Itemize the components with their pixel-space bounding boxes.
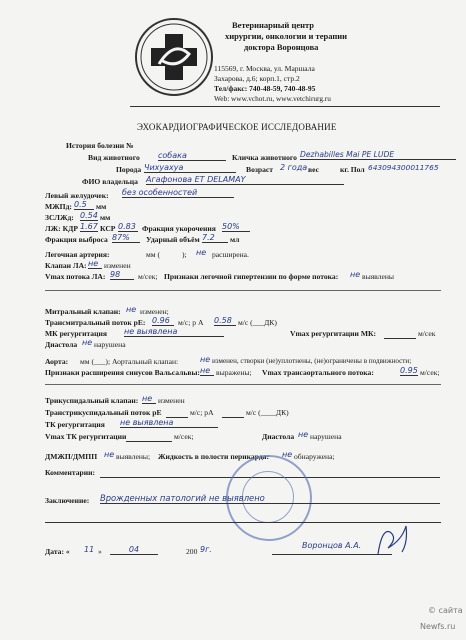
pericardium-rest: обнаружена; <box>294 452 335 461</box>
mitral-flow-mid: м/с; р А <box>178 318 204 327</box>
org-name-line1: Ветеринарный центр <box>232 20 315 30</box>
tricuspid-valve-value: не <box>142 394 156 404</box>
tricuspid-vmax-blank <box>126 441 172 442</box>
pa-mm: мм ( <box>146 250 161 259</box>
pa-valve-label: Клапан ЛА: <box>45 261 87 270</box>
mitral-flow-end: м/с (___ДК) <box>238 318 277 327</box>
date-year-prefix: 200 <box>186 547 198 556</box>
date-label: Дата: « <box>45 547 70 556</box>
zslzh-unit: мм <box>100 213 111 222</box>
watermark-line1: © сайта <box>428 606 463 615</box>
pa-rest: расширена. <box>212 250 249 259</box>
species-label: Вид животного <box>88 153 140 162</box>
aortic-valve-value: не <box>200 355 211 364</box>
pa-valve-rest: изменен <box>104 261 131 270</box>
aortic-valve-rest: изменен, створки (не)уплотнены, (не)ограничены в подвижности; <box>212 357 412 365</box>
mitral-regurg-label: МК регургитация <box>45 329 107 338</box>
age-value: 2 года <box>280 163 308 172</box>
mzhp-label: МЖПд: <box>45 202 72 211</box>
sv-value: 7.2 <box>202 233 228 243</box>
conclusion-label: Заключение: <box>45 496 90 505</box>
conclusion-value: Врожденных патологий не выявлено <box>100 493 440 504</box>
zslzh-value: 0.54 <box>80 211 98 220</box>
tricuspid-valve-label: Трикуспидальный клапан: <box>45 396 139 405</box>
owner-value: Агафонова ЕТ DELAMAY <box>146 175 344 185</box>
mitral-vmax-blank <box>384 338 416 339</box>
ksr-label: КСР <box>100 224 116 233</box>
age-label: Возраст <box>246 165 274 174</box>
tricuspid-flow-label: Транстрикуспидальный поток рЕ <box>45 408 162 417</box>
mitral-vmax-label: Vmax регургитации МК: <box>290 329 377 338</box>
septum-label: ДМЖП/ДМПП <box>45 452 98 461</box>
date-mid: » <box>98 547 102 556</box>
mitral-valve-rest: изменен; <box>140 307 169 316</box>
pa-value: не <box>196 248 207 257</box>
zslzh-label: ЗСЛЖд: <box>45 213 74 222</box>
mitral-diastole-value: не <box>82 338 93 347</box>
tricuspid-regurg-label: ТК регургитация <box>45 420 105 429</box>
tricuspid-flow-end: м/с (____ДК) <box>246 408 289 417</box>
pa-label: Легочная артерия: <box>45 250 110 259</box>
pa-vmax-label: Vmax потока ЛА: <box>45 272 106 281</box>
aortic-vmax-unit: м/сек; <box>420 368 440 377</box>
report-title: ЭХОКАРДИОГРАФИЧЕСКОЕ ИССЛЕДОВАНИЕ <box>137 122 337 132</box>
mitral-pe-value: 0.96 <box>152 316 174 326</box>
mzhp-unit: мм <box>96 202 107 211</box>
aorta-mm: мм (___); Аортальный клапан: <box>80 357 179 366</box>
tricuspid-valve-rest: изменен <box>158 396 185 405</box>
tricuspid-pa-blank <box>222 417 244 418</box>
owner-label: ФИО владельца <box>82 177 138 186</box>
history-label: История болезни № <box>66 141 134 150</box>
org-phone: Тел/факс: 740-48-59, 740-48-95 <box>214 84 316 93</box>
tricuspid-vmax-unit: м/сек; <box>174 432 194 441</box>
org-name-line2: хирургии, онкологии и терапии <box>225 31 348 41</box>
pericardium-value: не <box>282 450 293 459</box>
sinus-label: Признаки расширения синусов Вальсальвы: <box>45 368 200 377</box>
tricuspid-flow-mid: м/с; рА <box>190 408 214 417</box>
pa-vmax-value: 98 <box>110 270 134 280</box>
fs-value: 50% <box>222 222 250 232</box>
ef-value: 87% <box>112 233 140 243</box>
mitral-valve-label: Митральный клапан: <box>45 307 121 316</box>
signature-icon <box>372 520 414 560</box>
mitral-vmax-unit: м/сек <box>418 329 436 338</box>
blank-line-1 <box>45 290 441 291</box>
septum-rest: выявлены; <box>116 452 151 461</box>
ef-label: Фракция выброса <box>45 235 108 244</box>
kdr-value: 1.67 <box>80 222 98 231</box>
header-divider <box>130 106 440 107</box>
lzh-kdr-label: ЛЖ: КДР <box>45 224 78 233</box>
tricuspid-vmax-label: Vmax ТК регургитации <box>45 432 127 441</box>
date-year-suffix: 9г. <box>200 545 212 554</box>
lv-value: без особенностей <box>122 188 234 198</box>
lv-label: Левый желудочек: <box>45 191 109 200</box>
pa-valve-value: не <box>88 259 102 269</box>
aortic-vmax-label: Vmax трансаортального потока: <box>262 368 374 377</box>
date-day: 11 <box>84 545 95 554</box>
mitral-pa-value: 0.58 <box>214 316 236 326</box>
tricuspid-diastole-rest: нарушена <box>310 432 342 441</box>
ph-value: не <box>350 270 361 279</box>
ph-label: Признаки легочной гипертензии по форме потока: <box>164 272 339 281</box>
clinic-logo <box>135 18 213 96</box>
ph-rest: выявлены <box>362 272 394 281</box>
mitral-diastole-label: Диастола <box>45 340 78 349</box>
tricuspid-regurg-value: не выявлена <box>120 418 218 428</box>
sv-unit: мл <box>230 235 240 244</box>
septum-value: не <box>104 450 115 459</box>
name-value: Dezhabilles Mai PE LUDE <box>300 150 456 160</box>
mitral-diastole-rest: нарушена <box>94 340 126 349</box>
mzhp-value: 0.5 <box>74 200 94 210</box>
ksr-value: 0.83 <box>118 222 138 232</box>
pericardium-label: Жидкость в полости перикарда: <box>158 452 270 461</box>
sinus-value: не <box>200 366 214 376</box>
name-label: Кличка животного <box>232 153 297 162</box>
aorta-label: Аорта: <box>45 357 69 366</box>
species-value: собака <box>158 151 226 161</box>
pa-vmax-unit: м/сек; <box>138 272 158 281</box>
chip-value: 643094300011765 <box>368 163 439 172</box>
org-address-line2: Захарова, д.6; корп.1, стр.2 <box>214 74 300 83</box>
comments-label: Комментарии: <box>45 468 95 477</box>
aortic-vmax-value: 0.95 <box>400 366 418 375</box>
clinic-logo-icon <box>137 20 211 94</box>
mitral-regurg-value: не выявлена <box>124 327 224 337</box>
doctor-name: Воронцов А.А. <box>302 541 362 550</box>
mitral-flow-label: Трансмитральный поток рЕ: <box>45 318 146 327</box>
fs-label: Фракция укорочения <box>142 224 216 233</box>
mitral-valve-value: не <box>126 305 137 314</box>
breed-value: Чихуахуа <box>144 163 236 173</box>
weight-label: вес <box>308 165 319 174</box>
blank-line-2 <box>45 384 441 385</box>
org-address-line1: 115569, г. Москва, ул. Маршала <box>214 64 315 73</box>
watermark-line2: Newfs.ru <box>420 622 456 631</box>
org-web: Web: www.vchot.ru, www.vetchirurg.ru <box>214 94 331 103</box>
pa-close: ); <box>182 250 187 259</box>
tricuspid-diastole-label: Диастола <box>262 432 295 441</box>
org-name-line3: доктора Воронцова <box>244 42 319 52</box>
date-month: 04 <box>110 545 158 555</box>
breed-label: Порода <box>116 165 142 174</box>
sinus-rest: выражены; <box>216 368 252 377</box>
tricuspid-diastole-value: не <box>298 430 309 439</box>
sex-label: кг. Пол <box>340 165 365 174</box>
sv-label: Ударный объём <box>146 235 200 244</box>
